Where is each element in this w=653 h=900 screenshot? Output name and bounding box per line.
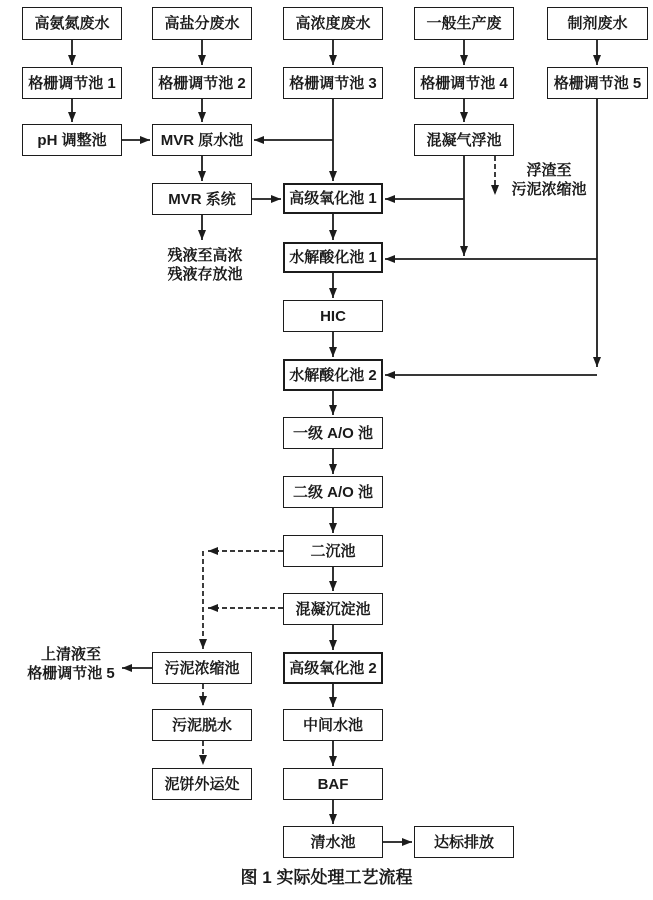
node-hydrolysis-2: 水解酸化池 2 — [283, 359, 383, 391]
node-discharge: 达标排放 — [414, 826, 514, 858]
node-sludge-dewatering: 污泥脱水 — [152, 709, 252, 741]
node-grid-pool-4: 格栅调节池 4 — [414, 67, 514, 99]
node-ao-1: 一级 A/O 池 — [283, 417, 383, 449]
node-hydrolysis-1: 水解酸化池 1 — [283, 242, 383, 273]
node-ph-pool: pH 调整池 — [22, 124, 122, 156]
node-grid-pool-2: 格栅调节池 2 — [152, 67, 252, 99]
node-secondary-clarifier: 二沉池 — [283, 535, 383, 567]
node-waste-concentrated: 高浓度废水 — [283, 7, 383, 40]
scum-note-line-1: 浮渣至 — [526, 162, 572, 179]
node-waste-general: 一般生产废 — [414, 7, 514, 40]
node-mvr-raw: MVR 原水池 — [152, 124, 252, 156]
node-hic: HIC — [283, 300, 383, 332]
node-grid-pool-5: 格栅调节池 5 — [547, 67, 648, 99]
node-mvr-system: MVR 系统 — [152, 183, 252, 215]
scum-note — [497, 161, 601, 199]
figure-caption: 图 1 实际处理工艺流程 — [240, 868, 413, 887]
node-waste-ammonia: 高氨氮废水 — [22, 7, 122, 40]
node-grid-pool-1: 格栅调节池 1 — [22, 67, 122, 99]
node-adv-ox-2: 高级氧化池 2 — [283, 652, 383, 684]
node-cake-disposal: 泥饼外运处 — [152, 768, 252, 800]
node-sludge-thickening: 污泥浓缩池 — [152, 652, 252, 684]
node-coag-sedimentation: 混凝沉淀池 — [283, 593, 383, 625]
residual-note-line-2: 残液存放池 — [167, 266, 243, 283]
supernatant-note-line-1: 上清液至 — [40, 646, 101, 663]
node-intermediate-pool: 中间水池 — [283, 709, 383, 741]
residual-note — [152, 246, 258, 284]
residual-note-line-1: 残液至高浓 — [167, 247, 243, 264]
node-grid-pool-3: 格栅调节池 3 — [283, 67, 383, 99]
node-waste-pharma: 制剂废水 — [547, 7, 648, 40]
node-baf: BAF — [283, 768, 383, 800]
supernatant-note-line-2: 格栅调节池 5 — [27, 665, 115, 682]
node-ao-2: 二级 A/O 池 — [283, 476, 383, 508]
scum-note-line-2: 污泥浓缩池 — [511, 181, 587, 198]
node-clear-pool: 清水池 — [283, 826, 383, 858]
node-coag-flotation: 混凝气浮池 — [414, 124, 514, 156]
node-adv-ox-1: 高级氧化池 1 — [283, 183, 383, 214]
node-waste-salt: 高盐分废水 — [152, 7, 252, 40]
supernatant-note — [12, 645, 130, 683]
